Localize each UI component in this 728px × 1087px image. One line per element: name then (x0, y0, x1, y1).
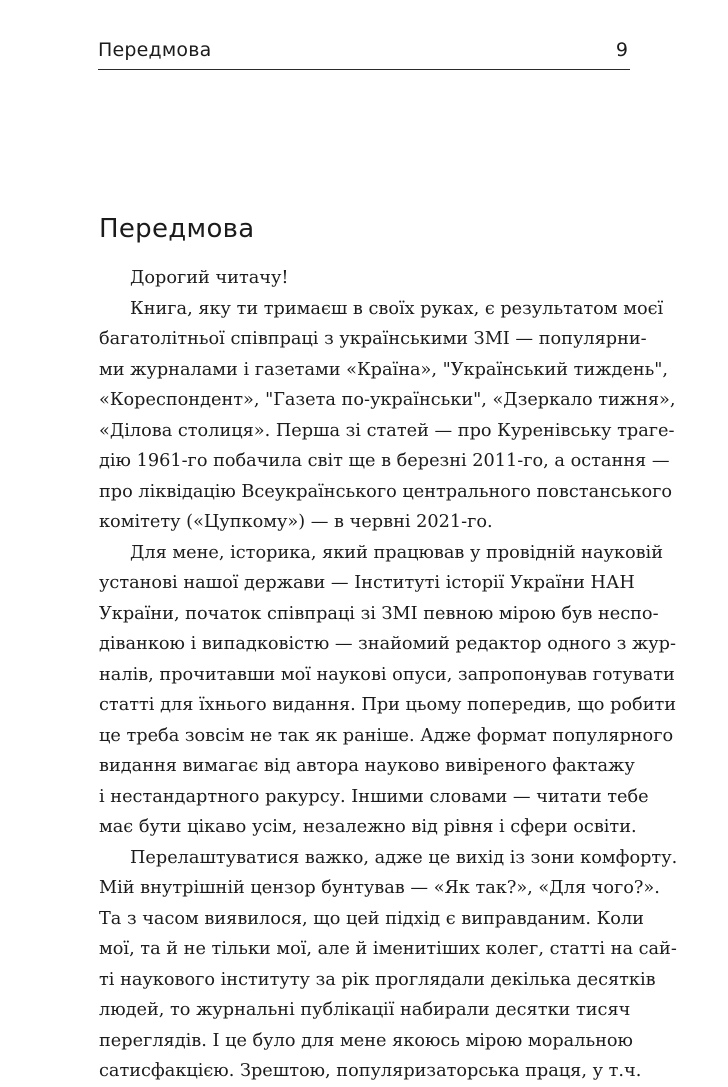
chapter-title: Передмова (99, 214, 255, 244)
text-line: налів, прочитавши мої наукові опуси, запропонував готувати (99, 664, 675, 685)
text-line: видання вимагає від автора науково вивіреного фактажу (99, 756, 635, 776)
text-line: «Кореспондент», "Газета по-українськи", «Дзеркало тижня», (99, 390, 676, 410)
text-line: ми журналами і газетами «Країна», "Український тиждень", (99, 359, 669, 380)
text-line: людей, то журнальні публікації набирали десятки тисяч (99, 1000, 631, 1020)
text-line: діванкою і випадковістю — знайомий редактор одного з жур- (99, 634, 676, 654)
text-line: багатолітньої співпраці з українськими ЗМІ — популярни- (99, 329, 647, 349)
text-line: установі нашої держави — Інституті історії України НАН (99, 573, 635, 593)
text-line: України, початок співпраці зі ЗМІ певною мірою був неспо- (99, 603, 659, 624)
running-title: Передмова (98, 39, 212, 61)
text-line: сатисфакцією. Зрештою, популяризаторська праця, у т.ч. (99, 1061, 642, 1081)
text-line: Дорогий читачу! (130, 268, 289, 288)
text-line: дію 1961-го побачила світ ще в березні 2011-го, а остання — (99, 451, 670, 471)
text-line: статті для їхнього видання. При цьому попередив, що робити (99, 695, 677, 715)
text-line: і нестандартного ракурсу. Іншими словами — читати тебе (99, 786, 649, 807)
text-line: має бути цікаво усім, незалежно від рівня і сфери освіти. (99, 817, 637, 837)
text-line: Мій внутрішній цензор бунтував — «Як так?», «Для чого?». (99, 878, 660, 898)
text-line: ті наукового інституту за рік проглядали декілька десятків (99, 969, 656, 990)
text-line: Перелаштуватися важко, адже це вихід із зони комфорту. (130, 847, 678, 868)
running-header (98, 37, 630, 70)
text-line: про ліквідацію Всеукраїнського центрального повстанського (99, 481, 673, 502)
text-line: мої, та й не тільки мої, але й іменитіших колег, статті на сай- (99, 939, 677, 959)
text-line: «Ділова столиця». Перша зі статей — про Куренівську траге- (99, 420, 675, 441)
text-line: комітету («Цупкому») — в червні 2021-го. (99, 512, 493, 532)
text-line: Для мене, історика, який працював у провідній науковій (130, 542, 663, 563)
text-line: Та з часом виявилося, що цей підхід є виправданим. Коли (99, 908, 644, 929)
body-text (99, 263, 678, 1087)
text-line: Книга, яку ти тримаєш в своїх руках, є результатом моєї (130, 298, 664, 319)
text-line: це треба зовсім не так як раніше. Адже формат популярного (99, 725, 674, 746)
text-line: переглядів. І це було для мене якоюсь мірою моральною (99, 1030, 633, 1051)
page-number: 9 (615, 39, 628, 61)
